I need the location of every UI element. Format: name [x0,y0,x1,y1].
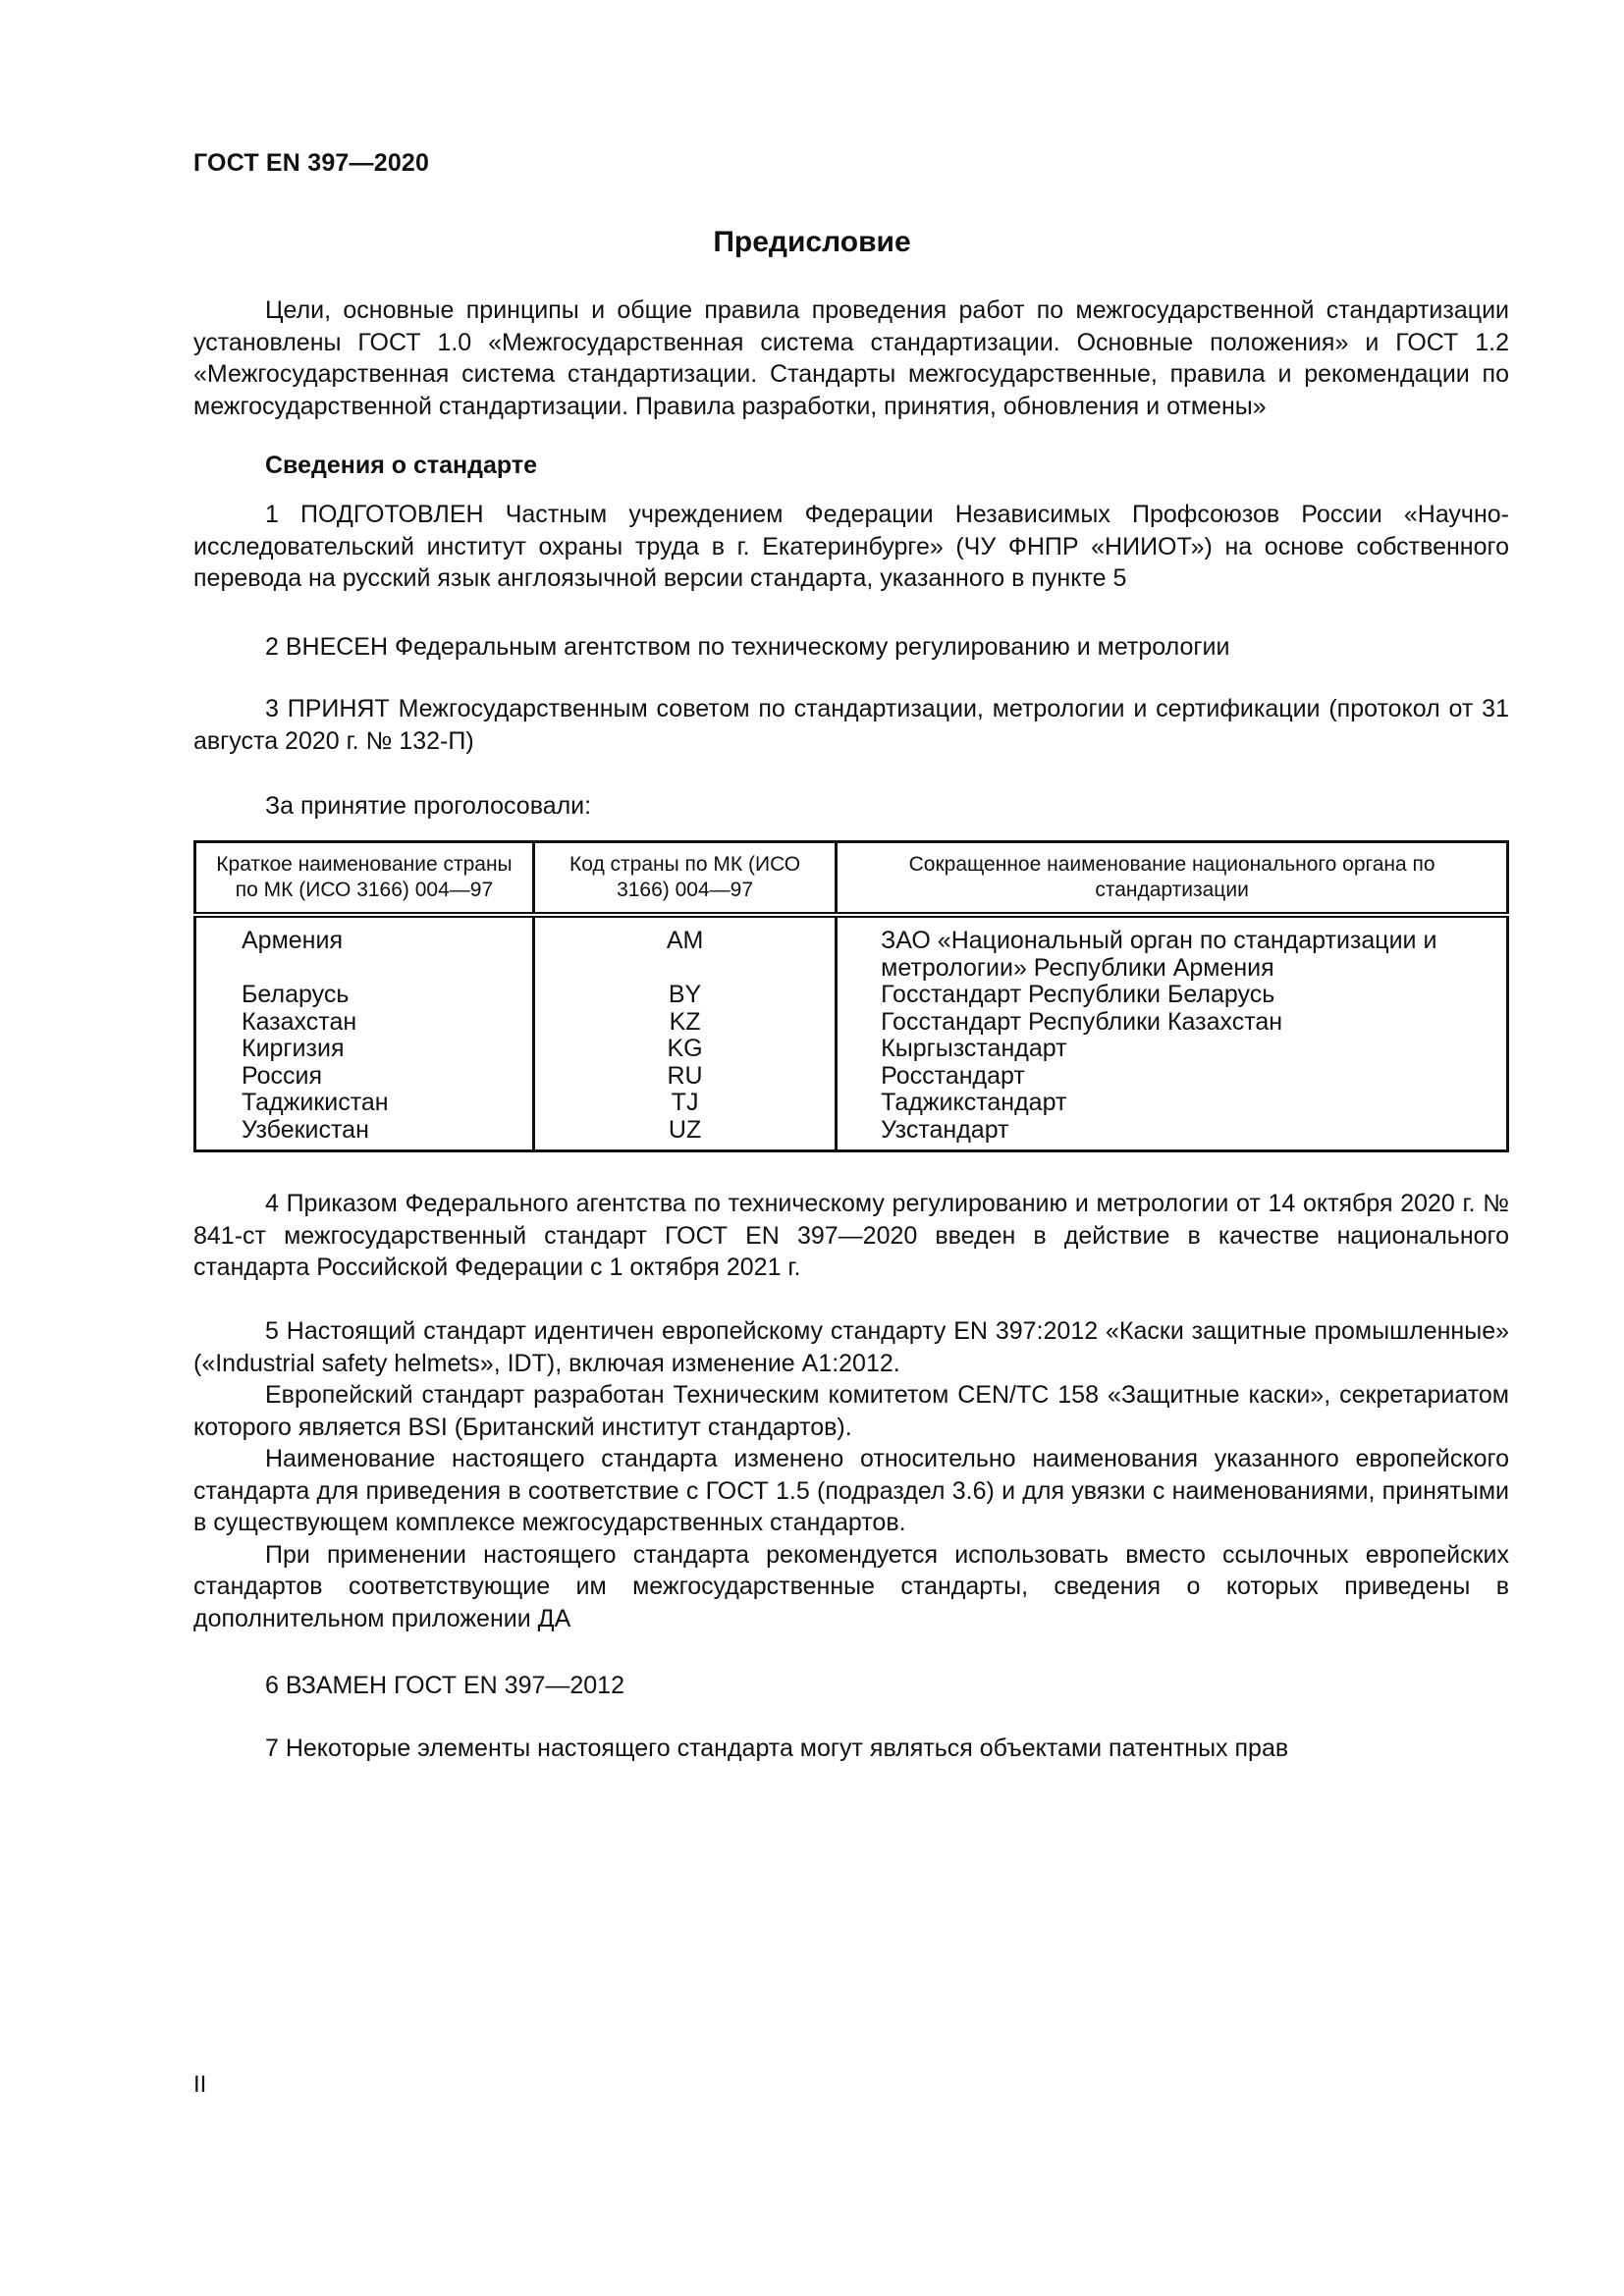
org-cell: Росстандарт [837,1063,1508,1091]
page-title: Предисловие [713,226,911,258]
vote-label-text: За принятие проголосовали: [265,792,592,820]
item-6-text: 6 ВЗАМЕН ГОСТ EN 397—2012 [265,1672,624,1699]
code-cell: TJ [533,1090,836,1117]
table-row [195,982,1508,1009]
item-7-text: 7 Некоторые элементы настоящего стандарта могут являться объектами патентных прав [265,1735,1289,1762]
intro-text: Цели, основные принципы и общие правила проведения работ по межгосударственной стандартизации установлены ГОСТ 1.0 «Межгосударственная система стандартизации. Основные положения» и ГОСТ 1.2 «Межгосударственная система стандартизации. Стандарты межгосударственные, правила и рекомендации по межгосударственной стандартизации. Правила разработки, принятия, обновления и отмены» [193,296,1509,420]
table-row [195,1063,1508,1091]
country-cell: Киргизия [195,1036,534,1063]
vote-table [193,840,1509,1152]
item-5-p4: При применении настоящего стандарта рекомендуется использовать вместо ссылочных европейских стандартов соответствующие им межгосударственные стандарты, сведения о которых приведены в дополнительном приложении ДА [193,1540,1509,1632]
org-cell: ЗАО «Национальный орган по стандартизации и метрологии» Республики Армения [837,915,1508,982]
country-cell: Россия [195,1063,534,1091]
item-5-p1: 5 Настоящий стандарт идентичен европейскому стандарту EN 397:2012 «Каски защитные промышленные» («Industrial safety helmets», IDT), включая изменение A1:2012. [193,1317,1509,1377]
page-number: II [193,2071,207,2098]
intro-paragraph [193,294,1509,422]
item-3-text: 3 ПРИНЯТ Межгосударственным советом по стандартизации, метрологии и сертификации (протокол от 31 августа 2020 г. № 132-П) [193,695,1509,755]
header-code: Код страны по МК (ИСО 3166) 004—97 [533,842,836,916]
header-country: Краткое наименование страны по МК (ИСО 3166) 004—97 [195,842,534,916]
item-3 [193,693,1509,757]
item-4 [193,1188,1509,1284]
code-cell: UZ [533,1117,836,1151]
item-2-text: 2 ВНЕСЕН Федеральным агентством по техническому регулированию и метрологии [265,633,1230,661]
item-1-text: 1 ПОДГОТОВЛЕН Частным учреждением Федерации Независимых Профсоюзов России «Научно-исследовательский институт охраны труда в г. Екатеринбурге» (ЧУ ФНПР «НИИОТ») на основе собственного перевода на русский язык англоязычной версии стандарта, указанного в пункте 5 [193,501,1509,592]
table-header-row [195,842,1508,916]
country-cell: Беларусь [195,982,534,1009]
country-cell: Казахстан [195,1009,534,1037]
table-row [195,1036,1508,1063]
country-cell: Таджикистан [195,1090,534,1117]
table-row [195,1009,1508,1037]
item-5-p3: Наименование настоящего стандарта изменено относительно наименования указанного европейского стандарта для приведения в соответствие с ГОСТ 1.5 (подраздел 3.6) и для увязки с наименованиями, принятыми в существующем комплексе межгосударственных стандартов. [193,1445,1509,1536]
org-cell: Узстандарт [837,1117,1508,1151]
running-header: ГОСТ EN 397—2020 [193,149,430,177]
org-cell: Таджикстандарт [837,1090,1508,1117]
item-6 [193,1670,1509,1702]
country-cell: Узбекистан [195,1117,534,1151]
code-cell: KZ [533,1009,836,1037]
org-cell: Госстандарт Республики Беларусь [837,982,1508,1009]
code-cell: BY [533,982,836,1009]
header-org: Сокращенное наименование национального органа по стандартизации [837,842,1508,916]
item-5-p2: Европейский стандарт разработан Техническим комитетом CEN/TC 158 «Защитные каски», секретариатом которого является BSI (Британский институт стандартов). [193,1381,1509,1441]
code-cell: AM [533,915,836,982]
item-4-text: 4 Приказом Федерального агентства по техническому регулированию и метрологии от 14 октября 2020 г. № 841-ст межгосударственный стандарт ГОСТ EN 397—2020 введен в действие в качестве национального стандарта Российской Федерации с 1 октября 2021 г. [193,1190,1509,1281]
org-cell: Кыргызстандарт [837,1036,1508,1063]
vote-label [193,790,1509,823]
table-row [195,915,1508,982]
country-cell: Армения [195,915,534,982]
org-cell: Госстандарт Республики Казахстан [837,1009,1508,1037]
item-7 [193,1733,1509,1765]
info-heading: Сведения о стандарте [265,452,538,479]
code-cell: RU [533,1063,836,1091]
item-5 [193,1315,1509,1634]
table-row [195,1117,1508,1151]
table-row [195,1090,1508,1117]
code-cell: KG [533,1036,836,1063]
item-1 [193,499,1509,595]
item-2 [193,631,1509,664]
